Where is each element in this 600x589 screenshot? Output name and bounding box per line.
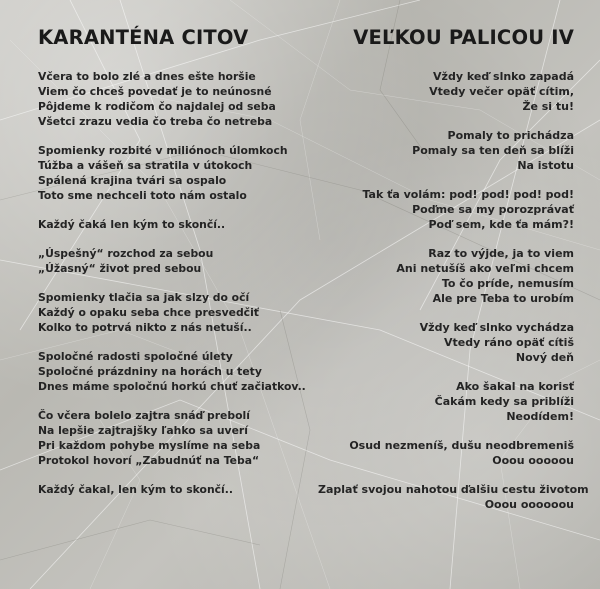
verse-line: „Úspešný“ rozchod za sebou [38, 247, 214, 260]
verse-line: Spoločné radosti spoločné úlety [38, 350, 233, 363]
stanza [38, 482, 298, 497]
verse-line: Spálená krajina tvári sa ospalo [38, 174, 227, 187]
verse-line: Na lepšie zajtrajšky ľahko sa uverí [38, 424, 248, 437]
verse-line: Dnes máme spoločnú horkú chuť začiatkov.. [38, 380, 306, 393]
stanza [318, 128, 574, 173]
verse-line: Osud nezmeníš, dušu neodbremeniš [349, 439, 574, 452]
poem-body-left [38, 69, 306, 497]
verse-line: Pomaly to prichádza [447, 129, 574, 142]
verse-line: Kolko to potrvá nikto z nás netuší.. [38, 321, 252, 334]
verse-line: Každý čakal, len kým to skončí.. [38, 483, 233, 496]
verse-line: Zaplať svojou nahotou ďalšiu cestu životom [318, 483, 589, 496]
poem-title-left: KARANTÉNA CITOV [38, 26, 249, 49]
verse-line: Spomienky tlačia sa jak slzy do očí [38, 291, 250, 304]
stanza [38, 217, 298, 232]
verse-line: Každý čaká len kým to skončí.. [38, 218, 226, 231]
verse-line: Vždy keď slnko vychádza [419, 321, 574, 334]
stanza [318, 187, 574, 232]
verse-line: Ooou ooooou [492, 454, 574, 467]
verse-line: Všetci zrazu vedia čo treba čo netreba [38, 115, 273, 128]
stanza [318, 379, 574, 424]
stanza [38, 408, 298, 468]
verse-line: Včera to bolo zlé a dnes ešte horšie [38, 70, 256, 83]
verse-line: Na istotu [517, 159, 574, 172]
stanza [38, 69, 298, 129]
poem-velkou-palicou [318, 26, 589, 526]
verse-line: Čo včera bolelo zajtra snáď prebolí [38, 409, 250, 422]
verse-line: Pôjdeme k rodičom čo najdalej od seba [38, 100, 276, 113]
verse-line: Čakám kedy sa priblíži [434, 395, 574, 408]
verse-line: Ale pre Teba to urobím [432, 292, 574, 305]
poem-title-right: VEĽKOU PALICOU IV [353, 26, 574, 49]
verse-line: „Úžasný“ život pred sebou [38, 262, 202, 275]
stanza [38, 349, 306, 394]
verse-line: Že si tu! [522, 100, 574, 113]
verse-line: Poďme sa my porozprávať [412, 203, 574, 216]
verse-line: Ako šakal na korisť [456, 380, 574, 393]
verse-line: Poď sem, kde ťa mám?! [428, 218, 574, 231]
verse-line: Pri každom pohybe myslíme na seba [38, 439, 261, 452]
verse-line: Každý o opaku seba chce presvedčiť [38, 306, 259, 319]
verse-line: Ooou oooooou [484, 498, 574, 511]
poem-karantena-citov [38, 26, 306, 511]
stanza [318, 246, 574, 306]
verse-line: Spoločné prázdniny na horách u tety [38, 365, 262, 378]
verse-line: Pomaly sa ten deň sa blíži [412, 144, 574, 157]
verse-line: Túžba a vášeň sa stratila v útokoch [38, 159, 253, 172]
verse-line: Vždy keď slnko zapadá [433, 70, 574, 83]
stanza [38, 290, 298, 335]
verse-line: Ani netušíš ako veľmi chcem [396, 262, 574, 275]
verse-line: Protokol hovorí „Zabudnúť na Teba“ [38, 454, 260, 467]
verse-line: Viem čo chceš povedať je to neúnosné [38, 85, 272, 98]
verse-line: Raz to výjde, ja to viem [428, 247, 574, 260]
stanza [38, 246, 298, 276]
verse-line: Vtedy večer opäť cítim, [429, 85, 574, 98]
verse-line: Neodídem! [506, 410, 574, 423]
verse-line: Vtedy ráno opäť cítiš [444, 336, 574, 349]
stanza [318, 69, 574, 114]
verse-line: Tak ťa volám: pod! pod! pod! pod! [362, 188, 574, 201]
verse-line: To čo príde, nemusím [441, 277, 574, 290]
verse-line: Toto sme nechceli toto nám ostalo [38, 189, 247, 202]
stanza [318, 482, 589, 512]
stanza [38, 143, 298, 203]
poem-body-right [318, 69, 589, 512]
stanza [318, 438, 574, 468]
verse-line: Nový deň [515, 351, 574, 364]
verse-line: Spomienky rozbité v miliónoch úlomkoch [38, 144, 288, 157]
stanza [318, 320, 574, 365]
